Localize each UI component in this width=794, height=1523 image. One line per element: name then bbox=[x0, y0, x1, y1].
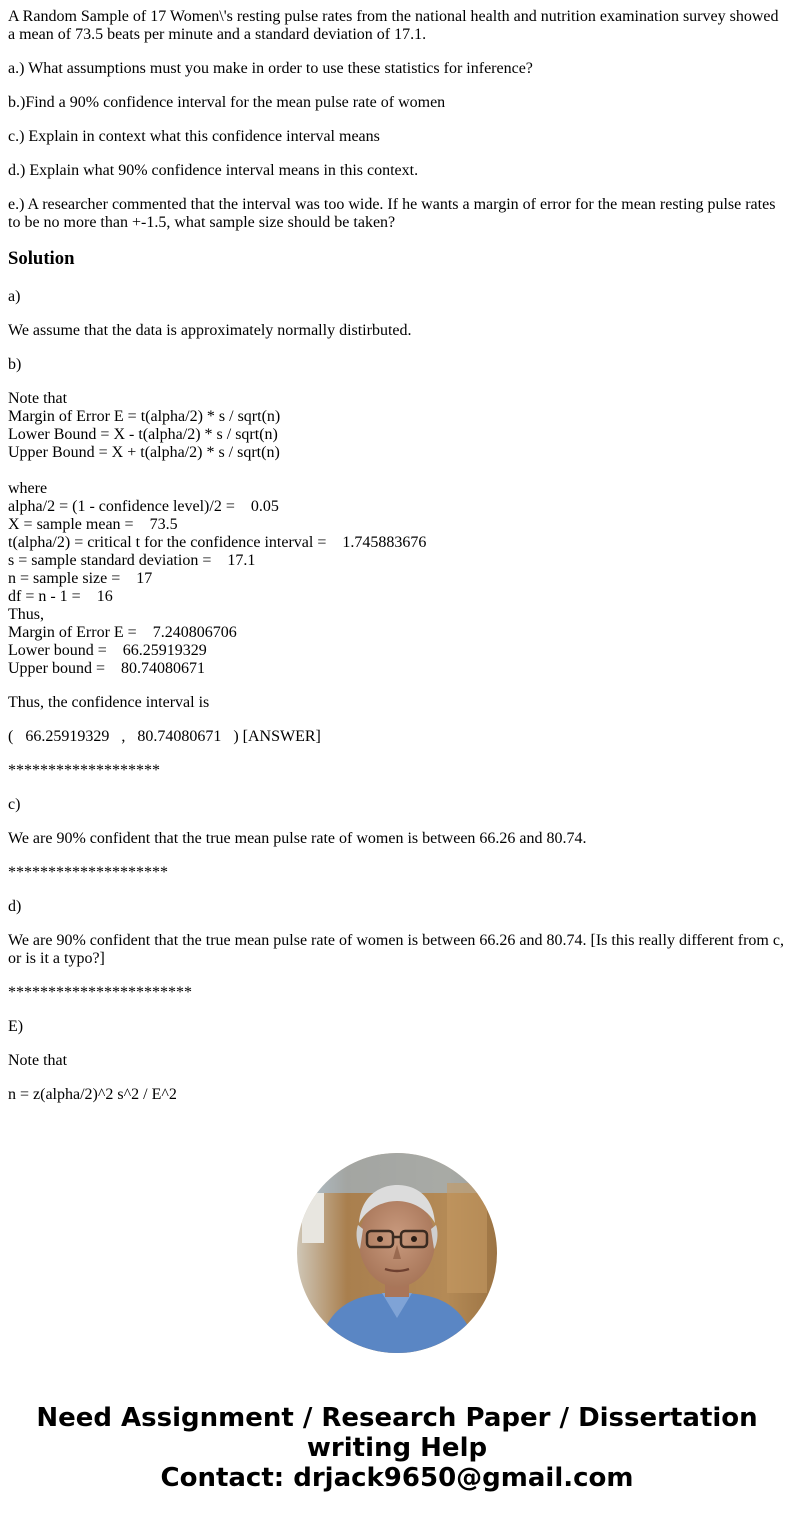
separator: ******************* bbox=[8, 762, 160, 779]
working-line: Margin of Error E = t(alpha/2) * s / sqrt(n) bbox=[8, 408, 281, 425]
solution-a-text: We assume that the data is approximately normally distirbuted. bbox=[8, 322, 412, 339]
solution-e-label: E) bbox=[8, 1018, 24, 1035]
working-line-blank bbox=[8, 462, 786, 480]
working-line: alpha/2 = (1 - confidence level)/2 = 0.05 bbox=[8, 498, 279, 515]
solution-heading: Solution bbox=[8, 248, 75, 269]
solution-e-formula: n = z(alpha/2)^2 s^2 / E^2 bbox=[8, 1086, 177, 1103]
working-line: Margin of Error E = 7.240806706 bbox=[8, 624, 237, 641]
question-d: d.) Explain what 90% confidence interval means in this context. bbox=[8, 162, 419, 179]
working-line: Upper Bound = X + t(alpha/2) * s / sqrt(n) bbox=[8, 444, 280, 461]
working-line: X = sample mean = 73.5 bbox=[8, 516, 178, 533]
working-line: n = sample size = 17 bbox=[8, 570, 153, 587]
working-line: Note that bbox=[8, 390, 68, 407]
ci-answer: ( 66.25919329 , 80.74080671 ) [ANSWER] bbox=[8, 728, 321, 745]
question-c: c.) Explain in context what this confidence interval means bbox=[8, 128, 380, 145]
working-line: Lower Bound = X - t(alpha/2) * s / sqrt(n) bbox=[8, 426, 278, 443]
question-intro: A Random Sample of 17 Women\'s resting pulse rates from the national health and nutrition examination survey showed a mean of 73.5 beats per minute and a standard deviation of 17.1. bbox=[8, 8, 783, 43]
working-line: Upper bound = 80.74080671 bbox=[8, 660, 206, 677]
solution-c-label: c) bbox=[8, 796, 21, 813]
avatar-portrait-image bbox=[297, 1153, 497, 1353]
solution-d-text: We are 90% confident that the true mean pulse rate of women is between 66.26 and 80.74. [Is this really different from c, or is it a typo?] bbox=[8, 932, 788, 967]
question-b: b.)Find a 90% confidence interval for the mean pulse rate of women bbox=[8, 94, 446, 111]
working-line: where bbox=[8, 480, 48, 497]
working-line: s = sample standard deviation = 17.1 bbox=[8, 552, 256, 569]
working-line: t(alpha/2) = critical t for the confidence interval = 1.745883676 bbox=[8, 534, 427, 551]
working-line: Lower bound = 66.25919329 bbox=[8, 642, 207, 659]
separator: *********************** bbox=[8, 984, 192, 1001]
ci-intro: Thus, the confidence interval is bbox=[8, 694, 210, 711]
solution-a-label: a) bbox=[8, 288, 21, 305]
working-line: Thus, bbox=[8, 606, 44, 623]
document-body bbox=[8, 8, 786, 1120]
solution-b-label: b) bbox=[8, 356, 22, 373]
footer-contact: Contact: drjack9650@gmail.com bbox=[160, 1463, 634, 1493]
author-avatar bbox=[297, 1153, 497, 1353]
question-a: a.) What assumptions must you make in order to use these statistics for inference? bbox=[8, 60, 533, 77]
footer-line-2: writing Help bbox=[306, 1433, 488, 1463]
separator: ******************** bbox=[8, 864, 168, 881]
solution-e-note: Note that bbox=[8, 1052, 68, 1069]
solution-d-label: d) bbox=[8, 898, 22, 915]
working-line: df = n - 1 = 16 bbox=[8, 588, 113, 605]
footer-banner bbox=[0, 1403, 794, 1493]
solution-b-working bbox=[8, 390, 786, 678]
question-e: e.) A researcher commented that the interval was too wide. If he wants a margin of error for the mean resting pulse rates to be no more than +-1.5, what sample size should be taken? bbox=[8, 196, 780, 231]
footer-line-1: Need Assignment / Research Paper / Dissertation bbox=[36, 1403, 758, 1433]
solution-c-text: We are 90% confident that the true mean pulse rate of women is between 66.26 and 80.74. bbox=[8, 830, 587, 847]
